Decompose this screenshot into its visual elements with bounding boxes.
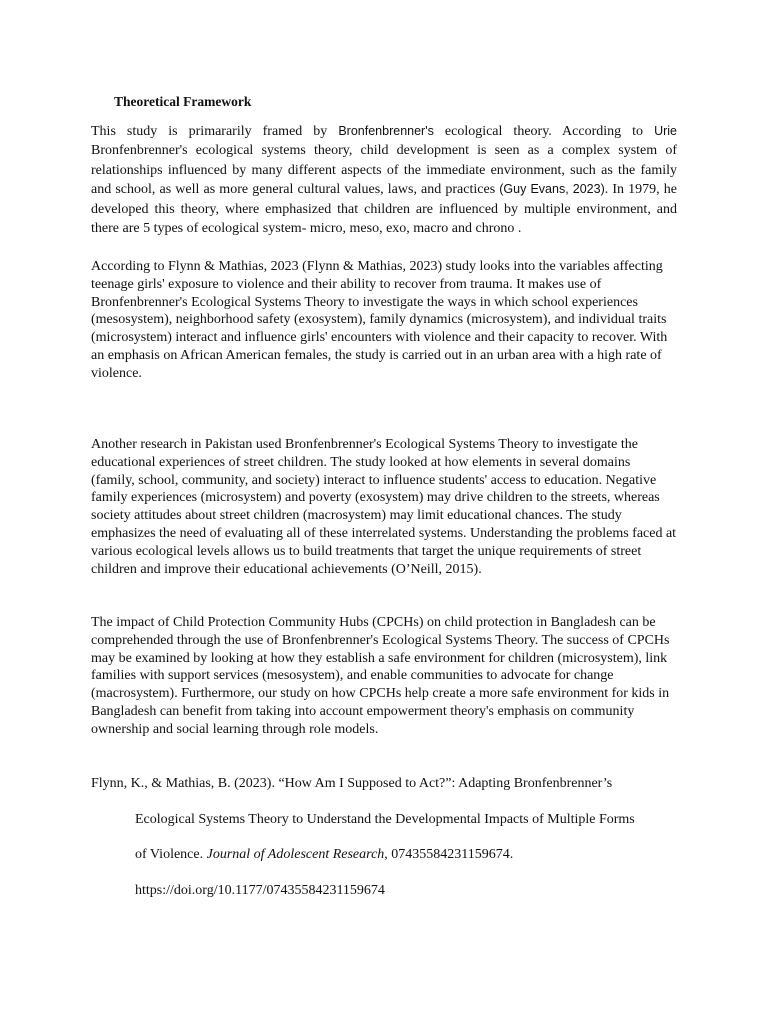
para1-text-7: . In 1979, he developed this theory, where emphasized that children are influenced by multiple environment, and there are 5 types of ecological system- micro, meso, exo, macro and chrono . <box>91 182 677 237</box>
reference-line-3 <box>135 847 513 863</box>
paragraph-cpch: The impact of Child Protection Community Hubs (CPCHs) on child protection in Bangladesh can be comprehended through the use of Bronfenbrenner's Ecological Systems Theory. The success of CPCHs may be examined by looking at how they establish a safe environment for children (microsystem), link families with support services (mesosystem), and enable communities to advocate for change (macrosystem). Furthermore, our study on how CPCHs help create a more safe environment for kids in Bangladesh can benefit from taking into account empowerment theory's emphasis on community ownership and social learning through role models. <box>91 615 670 737</box>
citation-guy-evans: (Guy Evans, 2023) <box>499 182 605 197</box>
section-heading: Theoretical Framework <box>114 94 252 109</box>
reference-line-3-start: of Violence. <box>135 847 207 862</box>
reference-line-1: Flynn, K., & Mathias, B. (2023). “How Am I Supposed to Act?”: Adapting Bronfenbrenner’s <box>91 776 613 791</box>
reference-line-3-end: , 07435584231159674. <box>384 847 514 862</box>
paragraph-intro <box>91 122 677 238</box>
para1-text-5: Bronfenbrenner's ecological systems theory, child development is seen as a complex system of relationships influenced by many different aspects of the immediate environment, such as the family and school, as well as more general cultural values, laws, and practices <box>91 143 677 198</box>
para1-text-4: Urie <box>654 124 677 138</box>
para1-text-1: This study is primararily framed by <box>91 124 339 139</box>
para1-text-3: ecological theory. According to <box>433 124 655 139</box>
para1-text-2: Bronfenbrenner's <box>338 124 434 138</box>
reference-line-2: Ecological Systems Theory to Understand the Developmental Impacts of Multiple Forms <box>135 812 635 827</box>
paragraph-flynn-mathias: According to Flynn & Mathias, 2023 (Flynn & Mathias, 2023) study looks into the variables affecting teenage girls' exposure to violence and their ability to recover from trauma. It makes use of Bronfenbrenner's Ecological Systems Theory to investigate the ways in which school experiences (mesosystem), neighborhood safety (exosystem), family dynamics (microsystem), and individual traits (microsystem) interact and influence girls' encounters with violence and their capacity to recover. With an emphasis on African American females, the study is carried out in an urban area with a high rate of violence. <box>91 259 668 381</box>
reference-doi-link[interactable]: https://doi.org/10.1177/07435584231159674 <box>135 883 385 898</box>
paragraph-pakistan: Another research in Pakistan used Bronfenbrenner's Ecological Systems Theory to investigate the educational experiences of street children. The study looked at how elements in several domains (family, school, community, and society) interact to influence students' access to education. Negative family experiences (microsystem) and poverty (exosystem) may drive children to the streets, whereas society attitudes about street children (macrosystem) may limit educational chances. The study emphasizes the need of evaluating all of these interrelated systems. Understanding the problems faced at various ecological levels allows us to build treatments that target the unique requirements of street children and improve their educational achievements (O’Neill, 2015). <box>91 437 677 577</box>
journal-title: Journal of Adolescent Research <box>206 847 385 862</box>
